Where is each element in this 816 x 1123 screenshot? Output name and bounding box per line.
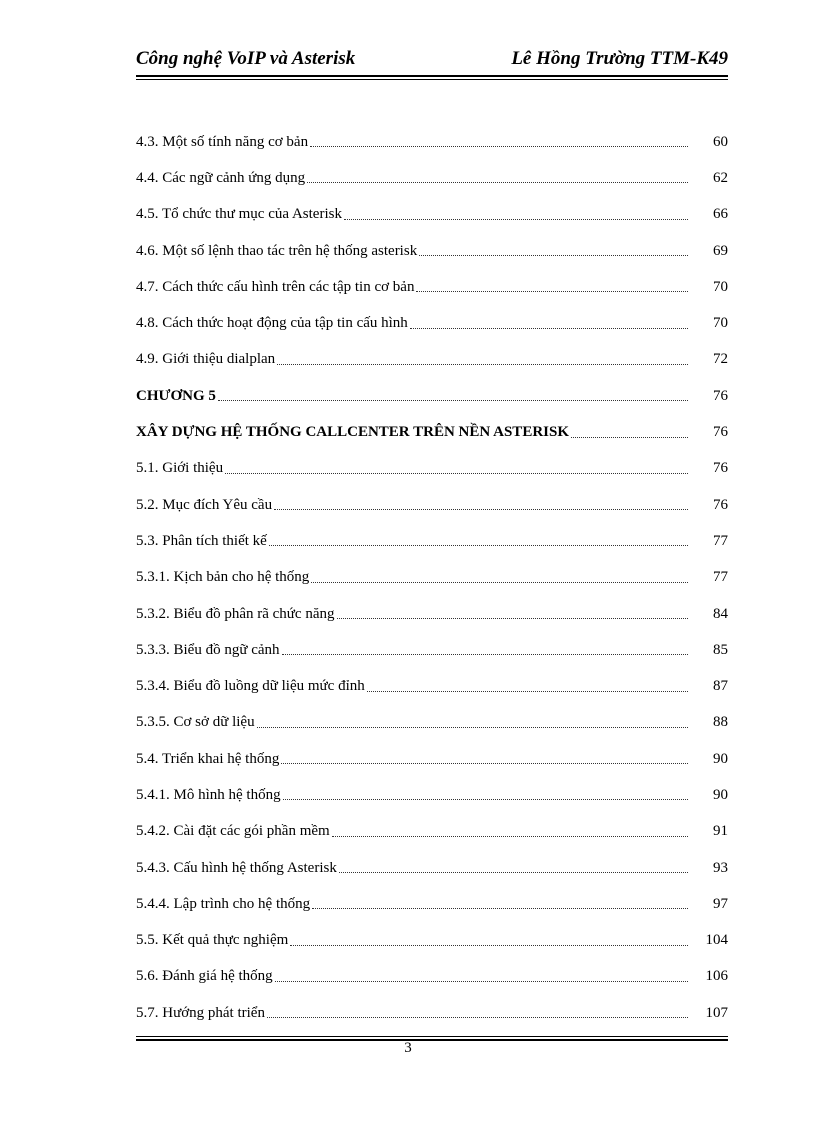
toc-entry-page: 87 <box>713 678 728 695</box>
toc-entry-label: 5.3.4. Biểu đồ luồng dữ liệu mức đỉnh <box>136 678 365 695</box>
toc-entry[interactable] <box>136 414 728 450</box>
toc-dot-leader <box>275 980 688 982</box>
toc-entry-label: 4.9. Giới thiệu dialplan <box>136 351 276 368</box>
toc-entry-label: 5.3.3. Biểu đồ ngữ cảnh <box>136 641 280 658</box>
toc-entry[interactable] <box>136 197 728 233</box>
toc-entry[interactable] <box>136 668 728 704</box>
toc-dot-leader <box>277 363 688 365</box>
toc-entry-label: 5.4.4. Lập trình cho hệ thống <box>136 895 311 912</box>
toc-entry-page: 107 <box>705 1004 728 1021</box>
toc-entry[interactable] <box>136 523 728 559</box>
toc-dot-leader <box>225 472 688 474</box>
toc-entry[interactable] <box>136 632 728 668</box>
toc-entry-page: 70 <box>713 315 728 332</box>
toc-entry[interactable] <box>136 233 728 269</box>
toc-entry[interactable] <box>136 777 728 813</box>
toc-entry-label: 4.8. Cách thức hoạt động của tập tin cấu hình <box>136 315 408 332</box>
toc-entry[interactable] <box>136 705 728 741</box>
toc-entry[interactable] <box>136 124 728 160</box>
toc-dot-leader <box>419 254 688 256</box>
toc-entry-label: 5.1. Giới thiệu <box>136 460 224 477</box>
toc-dot-leader <box>310 145 688 147</box>
toc-entry-page: 76 <box>713 460 728 477</box>
footer-rule-thin <box>136 1036 728 1037</box>
toc-entry[interactable] <box>136 814 728 850</box>
toc-entry-label: 5.6. Đánh giá hệ thống <box>136 968 273 985</box>
toc-entry-page: 91 <box>713 823 728 840</box>
toc-entry-page: 106 <box>705 968 728 985</box>
toc-entry-label: 4.4. Các ngữ cảnh ứng dụng <box>136 169 306 186</box>
toc-entry[interactable] <box>136 451 728 487</box>
toc-entry-page: 76 <box>713 496 728 513</box>
toc-entry-label: 5.3. Phân tích thiết kế <box>136 532 267 549</box>
toc-entry-label: 5.3.1. Kịch bản cho hệ thống <box>136 569 310 586</box>
toc-entry-label: 5.2. Mục đích Yêu cầu <box>136 496 273 513</box>
toc-entry-label: 5.5. Kết quả thực nghiệm <box>136 932 289 949</box>
toc-entry-label: 5.4.1. Mô hình hệ thống <box>136 786 281 803</box>
toc-entry-page: 97 <box>713 895 728 912</box>
toc-entry[interactable] <box>136 487 728 523</box>
toc-entry-page: 69 <box>713 242 728 259</box>
toc-dot-leader <box>339 871 688 873</box>
page-number: 3 <box>404 1040 412 1056</box>
toc-entry-page: 77 <box>713 532 728 549</box>
toc-dot-leader <box>312 907 688 909</box>
toc-entry-page: 62 <box>713 169 728 186</box>
toc-entry-label: XÂY DỰNG HỆ THỐNG CALLCENTER TRÊN NỀN ASTERISK <box>136 424 570 441</box>
header-document-title: Công nghệ VoIP và Asterisk <box>136 48 356 69</box>
toc-entry-page: 70 <box>713 278 728 295</box>
toc-entry-label: 5.4. Triển khai hệ thống <box>136 750 280 767</box>
toc-entry-page: 66 <box>713 206 728 223</box>
toc-entry-label: 4.5. Tổ chức thư mục của Asterisk <box>136 206 342 223</box>
toc-entry[interactable] <box>136 596 728 632</box>
header-rule-thin <box>136 79 728 80</box>
toc-dot-leader <box>267 1016 688 1018</box>
toc-dot-leader <box>332 835 688 837</box>
toc-dot-leader <box>257 726 688 728</box>
toc-entry-label: CHƯƠNG 5 <box>136 387 216 404</box>
toc-entry-page: 104 <box>705 932 728 949</box>
toc-entry[interactable] <box>136 160 728 196</box>
toc-entry[interactable] <box>136 959 728 995</box>
page-header <box>136 46 728 76</box>
toc-dot-leader <box>307 181 688 183</box>
toc-entry[interactable] <box>136 886 728 922</box>
toc-dot-leader <box>571 436 688 438</box>
toc-entry[interactable] <box>136 995 728 1031</box>
toc-entry[interactable] <box>136 741 728 777</box>
toc-entry-page: 90 <box>713 750 728 767</box>
toc-entry[interactable] <box>136 923 728 959</box>
toc-dot-leader <box>274 508 688 510</box>
toc-entry-label: 4.7. Cách thức cấu hình trên các tập tin cơ bản <box>136 278 415 295</box>
toc-entry-page: 76 <box>713 424 728 441</box>
header-rule <box>136 75 728 77</box>
toc-entry[interactable] <box>136 269 728 305</box>
toc-entry[interactable] <box>136 342 728 378</box>
toc-entry-label: 5.3.2. Biểu đồ phân rã chức năng <box>136 605 335 622</box>
toc-dot-leader <box>269 544 688 546</box>
table-of-contents <box>136 124 728 1031</box>
toc-entry-page: 93 <box>713 859 728 876</box>
toc-dot-leader <box>290 944 688 946</box>
toc-entry-page: 90 <box>713 786 728 803</box>
toc-entry[interactable] <box>136 378 728 414</box>
toc-dot-leader <box>282 653 688 655</box>
toc-entry-label: 5.4.2. Cài đặt các gói phần mềm <box>136 823 330 840</box>
toc-entry-page: 85 <box>713 641 728 658</box>
toc-dot-leader <box>344 218 688 220</box>
toc-entry-page: 84 <box>713 605 728 622</box>
toc-dot-leader <box>311 581 688 583</box>
toc-entry[interactable] <box>136 850 728 886</box>
header-author: Lê Hồng Trường TTM-K49 <box>511 48 728 69</box>
toc-entry[interactable] <box>136 560 728 596</box>
toc-dot-leader <box>367 690 688 692</box>
toc-entry-page: 76 <box>713 387 728 404</box>
toc-entry-label: 4.3. Một số tính năng cơ bản <box>136 133 309 150</box>
toc-dot-leader <box>416 290 688 292</box>
toc-entry-label: 5.7. Hướng phát triển <box>136 1004 265 1021</box>
toc-entry[interactable] <box>136 305 728 341</box>
toc-entry-page: 72 <box>713 351 728 368</box>
toc-entry-label: 5.3.5. Cơ sở dữ liệu <box>136 714 255 731</box>
toc-dot-leader <box>281 762 688 764</box>
toc-entry-page: 60 <box>713 133 728 150</box>
toc-entry-page: 77 <box>713 569 728 586</box>
toc-entry-page: 88 <box>713 714 728 731</box>
toc-dot-leader <box>283 798 688 800</box>
toc-entry-label: 5.4.3. Cấu hình hệ thống Asterisk <box>136 859 337 876</box>
toc-dot-leader <box>410 327 688 329</box>
toc-dot-leader <box>218 399 688 401</box>
toc-entry-label: 4.6. Một số lệnh thao tác trên hệ thống asterisk <box>136 242 418 259</box>
toc-dot-leader <box>337 617 689 619</box>
